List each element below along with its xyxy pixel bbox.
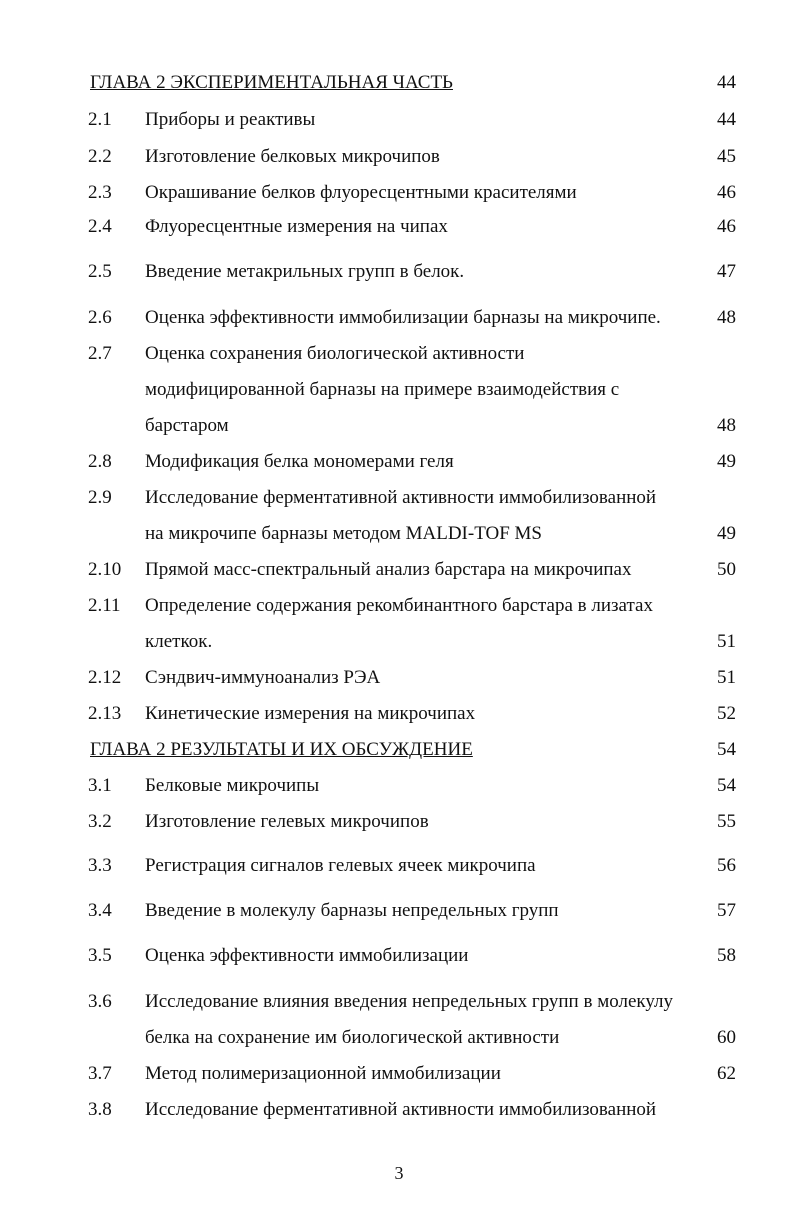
toc-title: Регистрация сигналов гелевых ячеек микрочипа	[145, 849, 690, 883]
toc-entry-continued[interactable]	[0, 1021, 798, 1055]
toc-chapter-2-results[interactable]	[0, 733, 798, 767]
toc-number: 3.8	[88, 1099, 112, 1120]
toc-number: 2.3	[88, 182, 112, 203]
toc-entry[interactable]	[0, 255, 798, 289]
toc-title: Исследование влияния введения непредельных групп в молекулу	[145, 991, 673, 1012]
toc-page: 51	[717, 667, 736, 688]
toc-entry[interactable]	[0, 1093, 798, 1127]
toc-number: 3.1	[88, 775, 112, 796]
toc-page: 49	[717, 523, 736, 544]
toc-title: Исследование ферментативной активности иммобилизованной	[145, 1099, 657, 1120]
toc-page: 44	[717, 109, 736, 130]
toc-entry[interactable]	[0, 985, 798, 1019]
toc-page: 51	[717, 631, 736, 652]
toc-page: 60	[717, 1027, 736, 1048]
toc-title: Приборы и реактивы	[145, 103, 690, 137]
toc-title: Кинетические измерения на микрочипах	[145, 697, 690, 731]
toc-number: 3.6	[88, 991, 112, 1012]
toc-page: 45	[717, 146, 736, 167]
toc-title: на микрочипе барназы методом MALDI-TOF MS	[145, 517, 690, 551]
toc-title: Введение метакрильных групп в белок.	[145, 255, 690, 289]
toc-entry[interactable]	[0, 553, 798, 587]
toc-title: Оценка эффективности иммобилизации барназы на микрочипе.	[145, 307, 661, 328]
toc-title: модифицированной барназы на примере взаимодействия с	[145, 379, 620, 400]
toc-page: 48	[717, 307, 736, 328]
toc-entry-continued[interactable]	[0, 409, 798, 443]
toc-title: Флуоресцентные измерения на чипах	[145, 210, 690, 244]
toc-entry[interactable]	[0, 210, 798, 244]
toc-title: Изготовление белковых микрочипов	[145, 140, 690, 174]
toc-entry[interactable]	[0, 140, 798, 174]
toc-title: ГЛАВА 2 ЭКСПЕРИМЕНТАЛЬНАЯ ЧАСТЬ	[90, 66, 688, 100]
toc-page: 54	[717, 739, 736, 760]
toc-number: 2.11	[88, 595, 121, 616]
toc-page: 54	[717, 775, 736, 796]
toc-entry[interactable]	[0, 849, 798, 883]
toc-page: 62	[717, 1063, 736, 1084]
toc-page: 44	[717, 72, 736, 93]
toc-entry[interactable]	[0, 589, 798, 623]
toc-number: 3.4	[88, 900, 112, 921]
toc-entry[interactable]	[0, 337, 798, 371]
toc-title: Изготовление гелевых микрочипов	[145, 805, 690, 839]
toc-title: Сэндвич-иммуноанализ РЭА	[145, 661, 690, 695]
toc-title: Метод полимеризационной иммобилизации	[145, 1057, 690, 1091]
toc-page: 48	[717, 415, 736, 436]
toc-number: 2.1	[88, 109, 112, 130]
toc-title: Оценка сохранения биологической активности	[145, 343, 525, 364]
toc-title: Определение содержания рекомбинантного барстара в лизатах	[145, 595, 653, 616]
toc-entry[interactable]	[0, 103, 798, 137]
toc-title: Модификация белка мономерами геля	[145, 445, 690, 479]
toc-page: 52	[717, 703, 736, 724]
toc-number: 2.2	[88, 146, 112, 167]
toc-title: барстаром	[145, 409, 690, 443]
toc-page: 57	[717, 900, 736, 921]
toc-entry[interactable]	[0, 805, 798, 839]
toc-title: Введение в молекулу барназы непредельных групп	[145, 894, 690, 928]
toc-number: 3.2	[88, 811, 112, 832]
toc-number: 3.7	[88, 1063, 112, 1084]
toc-title: клеткок.	[145, 625, 690, 659]
toc-page: 55	[717, 811, 736, 832]
toc-number: 2.13	[88, 703, 122, 724]
toc-entry[interactable]	[0, 176, 798, 210]
toc-number: 2.9	[88, 487, 112, 508]
toc-number: 2.6	[88, 307, 112, 328]
toc-entry[interactable]	[0, 445, 798, 479]
toc-entry[interactable]	[0, 939, 798, 973]
toc-number: 2.12	[88, 667, 122, 688]
toc-number: 2.4	[88, 216, 112, 237]
toc-title: ГЛАВА 2 РЕЗУЛЬТАТЫ И ИХ ОБСУЖДЕНИЕ	[90, 733, 688, 767]
toc-title: белка на сохранение им биологической активности	[145, 1021, 690, 1055]
toc-page: 49	[717, 451, 736, 472]
page-number: 3	[394, 1163, 404, 1183]
toc-title: Исследование ферментативной активности иммобилизованной	[145, 487, 657, 508]
toc-title: Окрашивание белков флуоресцентными красителями	[145, 176, 690, 210]
toc-entry[interactable]	[0, 481, 798, 515]
toc-number: 3.5	[88, 945, 112, 966]
toc-page: 58	[717, 945, 736, 966]
toc-chapter-2-experimental[interactable]	[0, 66, 798, 100]
toc-page: 47	[717, 261, 736, 282]
toc-entry[interactable]	[0, 894, 798, 928]
toc-title: Оценка эффективности иммобилизации	[145, 939, 690, 973]
toc-entry[interactable]	[0, 697, 798, 731]
toc-entry-continued[interactable]	[0, 373, 798, 407]
toc-entry-continued[interactable]	[0, 517, 798, 551]
toc-entry-continued[interactable]	[0, 625, 798, 659]
toc-number: 2.8	[88, 451, 112, 472]
toc-entry[interactable]	[0, 769, 798, 803]
toc-number: 3.3	[88, 855, 112, 876]
toc-number: 2.7	[88, 343, 112, 364]
toc-page: 46	[717, 182, 736, 203]
toc-number: 2.5	[88, 261, 112, 282]
toc-number: 2.10	[88, 559, 122, 580]
toc-entry[interactable]	[0, 301, 798, 335]
toc-page: 56	[717, 855, 736, 876]
toc-title: Белковые микрочипы	[145, 769, 690, 803]
toc-page: 50	[717, 559, 736, 580]
toc-page: 46	[717, 216, 736, 237]
toc-title: Прямой масс-спектральный анализ барстара на микрочипах	[145, 553, 690, 587]
toc-entry[interactable]	[0, 1057, 798, 1091]
toc-entry[interactable]	[0, 661, 798, 695]
